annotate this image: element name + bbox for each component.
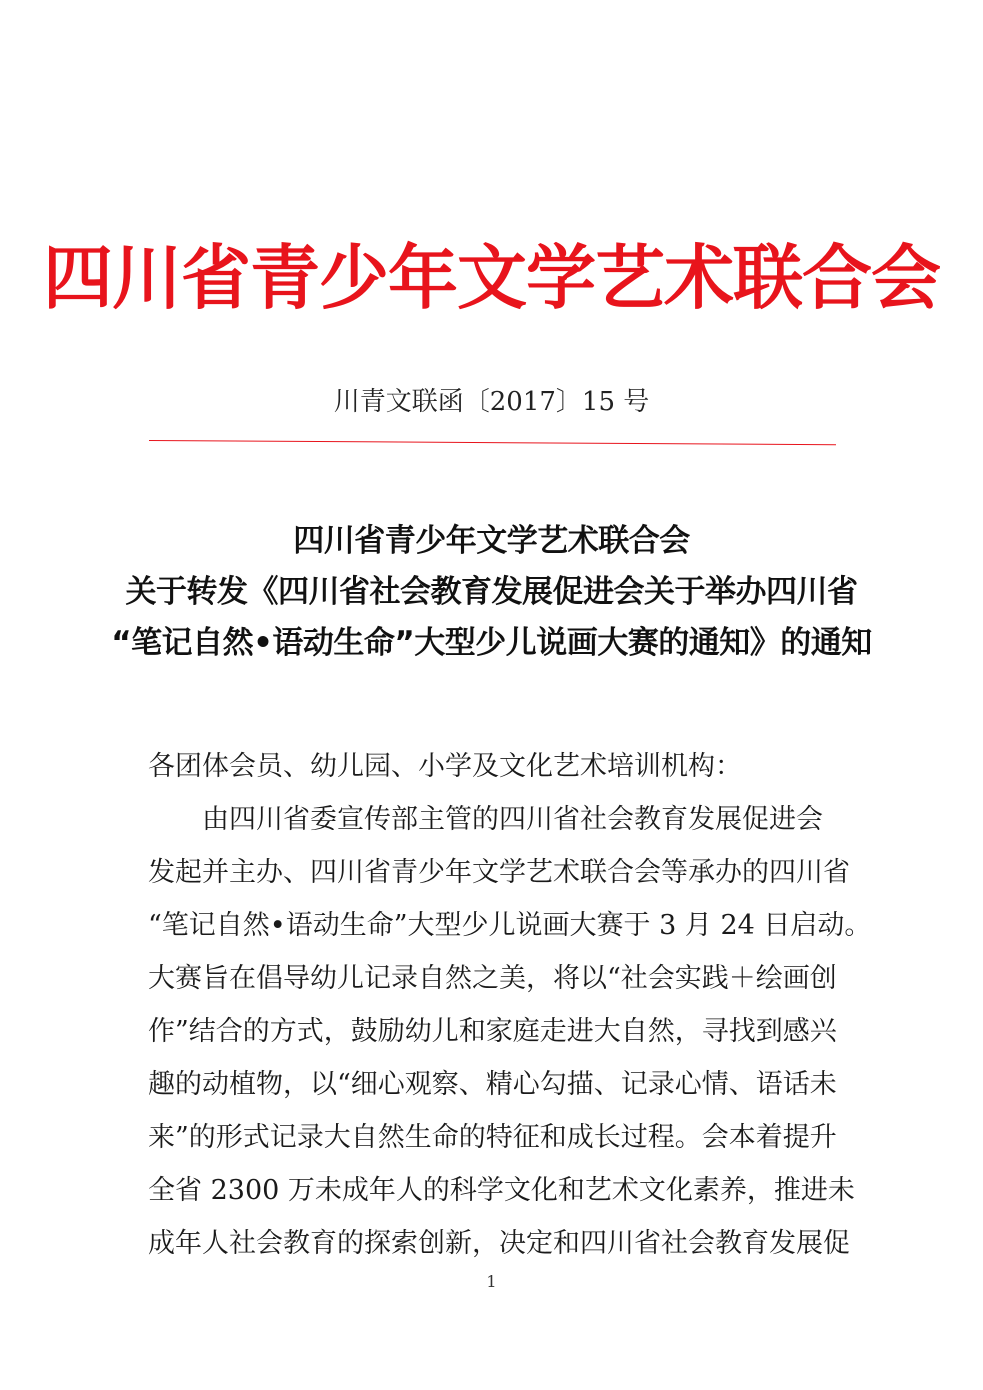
page-number: 1 <box>486 1272 497 1291</box>
body-line: 来”的形式记录大自然生命的特征和成长过程。会本着提升 <box>148 1122 837 1153</box>
organization-header: 四川省青少年文学艺术联合会 <box>43 237 940 319</box>
red-divider <box>149 440 836 445</box>
title-line-1: 四川省青少年文学艺术联合会 <box>293 523 690 559</box>
title-line-3: “笔记自然•语动生命”大型少儿说画大赛的通知》的通知 <box>111 625 872 661</box>
body-line: 大赛旨在倡导幼儿记录自然之美，将以“社会实践＋绘画创 <box>148 963 837 994</box>
document-title <box>0 516 983 669</box>
body-line: 全省 2300 万未成年人的科学文化和艺术文化素养，推进未 <box>148 1175 855 1206</box>
body-line: “笔记自然•语动生命”大型少儿说画大赛于 3 月 24 日启动。 <box>148 910 872 941</box>
body-line: 成年人社会教育的探索创新，决定和四川省社会教育发展促 <box>148 1228 850 1259</box>
salutation: 各团体会员、幼儿园、小学及文化艺术培训机构： <box>148 751 742 782</box>
body-line: 趣的动植物，以“细心观察、精心勾描、记录心情、语话未 <box>148 1069 837 1100</box>
document-body <box>148 740 872 1270</box>
document-number: 川青文联函〔2017〕15 号 <box>333 387 650 417</box>
body-line: 作”结合的方式，鼓励幼儿和家庭走进大自然，寻找到感兴 <box>148 1016 837 1047</box>
title-line-2: 关于转发《四川省社会教育发展促进会关于举办四川省 <box>125 574 858 610</box>
body-line: 发起并主办、四川省青少年文学艺术联合会等承办的四川省 <box>148 857 850 888</box>
body-line: 由四川省委宣传部主管的四川省社会教育发展促进会 <box>202 804 823 835</box>
